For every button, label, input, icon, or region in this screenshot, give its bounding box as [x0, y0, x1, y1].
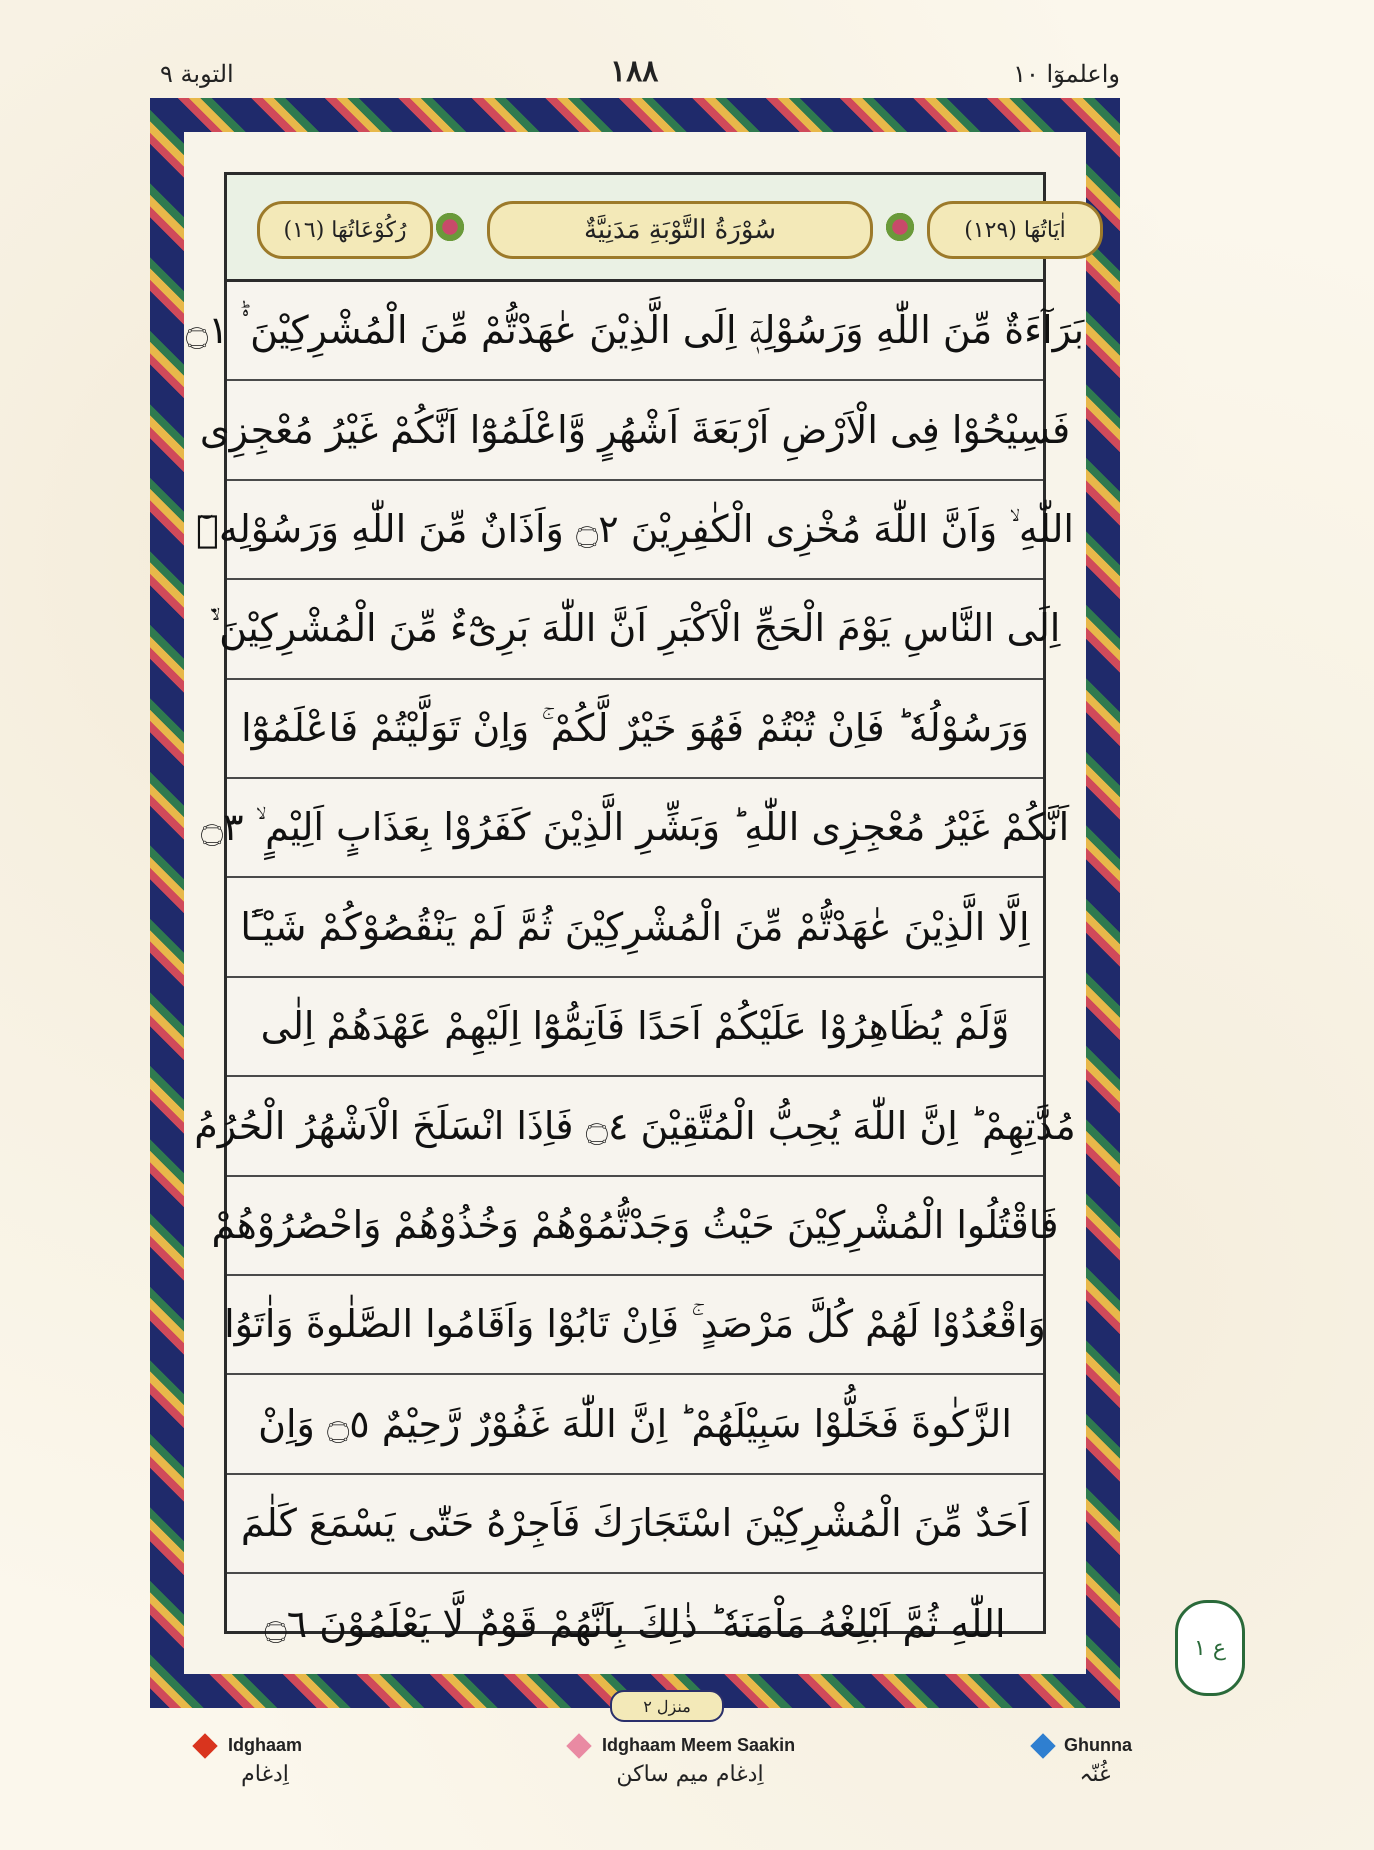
surah-title-cartouche: سُوْرَةُ التَّوْبَةِ مَدَنِيَّةٌ [487, 201, 873, 259]
text-panel [185, 172, 1085, 1646]
tajweed-legend [0, 1735, 1374, 1825]
verse-line: اللّٰهِ ثُمَّ اَبْلِغْهُ مَاْمَنَهٗ ؕ ذٰلِكَ بِاَنَّهُمْ قَوْمٌ لَّا يَعْلَمُوْنَ ۝٦ [264, 1601, 1006, 1646]
ruku-marker: ع ١ [1175, 1600, 1245, 1696]
legend-english: Idghaam Meem Saakin [602, 1735, 796, 1755]
ayat-count-cartouche: اٰيَاتُهَا (١٢٩) [927, 201, 1103, 259]
flower-ornament-icon [432, 209, 468, 245]
verse-line: اَنَّكُمْ غَيْرُ مُعْجِزِى اللّٰهِ ؕ وَبَشِّرِ الَّذِيْنَ كَفَرُوْا بِعَذَابٍ اَلِيْمٍ ۙ ۝٣ [227, 779, 1043, 878]
surah-title-band [227, 175, 1066, 282]
verse-line: اِلَّا الَّذِيْنَ عٰهَدْتُّمْ مِّنَ الْمُشْرِكِيْنَ ثُمَّ لَمْ يَنْقُصُوْكُمْ شَيْـًٔا [227, 878, 1043, 977]
verse-line: الزَّكٰوةَ فَخَلُّوْا سَبِيْلَهُمْ ؕ اِنَّ اللّٰهَ غَفُوْرٌ رَّحِيْمٌ ۝٥ وَاِنْ [227, 1375, 1043, 1474]
manzil-label: منزل ٢ [610, 1690, 724, 1722]
legend-english: Ghunna [1064, 1735, 1132, 1755]
legend-item-idghaam [200, 1735, 330, 1787]
verse-line: فَاقْتُلُوا الْمُشْرِكِيْنَ حَيْثُ وَجَدْتُّمُوْهُمْ وَخُذُوْهُمْ وَاحْصُرُوْهُمْ [227, 1177, 1043, 1276]
verse-line: اللّٰهِ ۙ وَاَنَّ اللّٰهَ مُخْزِى الْكٰفِرِيْنَ ۝٢ وَاَذَانٌ مِّنَ اللّٰهِ وَرَسُوْلِهٖٓ [227, 481, 1043, 580]
verse-line: فَسِيْحُوْا فِى الْاَرْضِ اَرْبَعَةَ اَشْهُرٍ وَّاعْلَمُوْٓا اَنَّكُمْ غَيْرُ مُعْجِزِى [227, 381, 1043, 480]
verse-line: وَاقْعُدُوْا لَهُمْ كُلَّ مَرْصَدٍ ۚ فَاِنْ تَابُوْا وَاَقَامُوا الصَّلٰوةَ وَاٰتَوُا [227, 1276, 1043, 1375]
verse-line: اِلَى النَّاسِ يَوْمَ الْحَجِّ الْاَكْبَرِ اَنَّ اللّٰهَ بَرِىْٓءٌ مِّنَ الْمُشْرِكِيْنَ ۙ۬ [227, 580, 1043, 679]
rukus-count-cartouche: رُكُوْعَاتُهَا (١٦) [257, 201, 433, 259]
legend-arabic: اِدغام میم ساکن [616, 1762, 764, 1787]
page-number: ١٨٨ [610, 54, 659, 89]
legend-arabic: غُنّہ [1079, 1762, 1111, 1787]
legend-item-idghaam-meem-saakin [570, 1735, 810, 1787]
surah-name-label: التوبة ٩ [160, 60, 234, 88]
para-name-label: واعلموٓا ١٠ [1013, 60, 1120, 88]
verse-line: بَرَآءَةٌ مِّنَ اللّٰهِ وَرَسُوْلِهٖٓ اِلَى الَّذِيْنَ عٰهَدْتُّمْ مِّنَ الْمُشْرِكِيْنَ ۟ؕ ۝١ [227, 282, 1043, 381]
verse-line: مُدَّتِهِمْ ؕ اِنَّ اللّٰهَ يُحِبُّ الْمُتَّقِيْنَ ۝٤ فَاِذَا انْسَلَخَ الْاَشْهُرُ الْحُرُمُ [227, 1077, 1043, 1176]
page-header [160, 52, 1120, 92]
legend-item-ghunna [1030, 1735, 1160, 1787]
verse-line: وَّلَمْ يُظَاهِرُوْا عَلَيْكُمْ اَحَدًا فَاَتِمُّوْٓا اِلَيْهِمْ عَهْدَهُمْ اِلٰى [227, 978, 1043, 1077]
legend-english: Idghaam [228, 1735, 303, 1755]
verse-line: اَحَدٌ مِّنَ الْمُشْرِكِيْنَ اسْتَجَارَكَ فَاَجِرْهُ حَتّٰى يَسْمَعَ كَلٰمَ [227, 1475, 1043, 1574]
verse-lines [185, 282, 1085, 1646]
legend-arabic: اِدغام [241, 1762, 289, 1787]
flower-ornament-icon [882, 209, 918, 245]
ornamental-border [150, 98, 1120, 1708]
verse-line: وَرَسُوْلُهٗ ؕ فَاِنْ تُبْتُمْ فَهُوَ خَيْرٌ لَّكُمْ ۚ وَاِنْ تَوَلَّيْتُمْ فَاعْلَمُوْٓا [227, 680, 1043, 779]
